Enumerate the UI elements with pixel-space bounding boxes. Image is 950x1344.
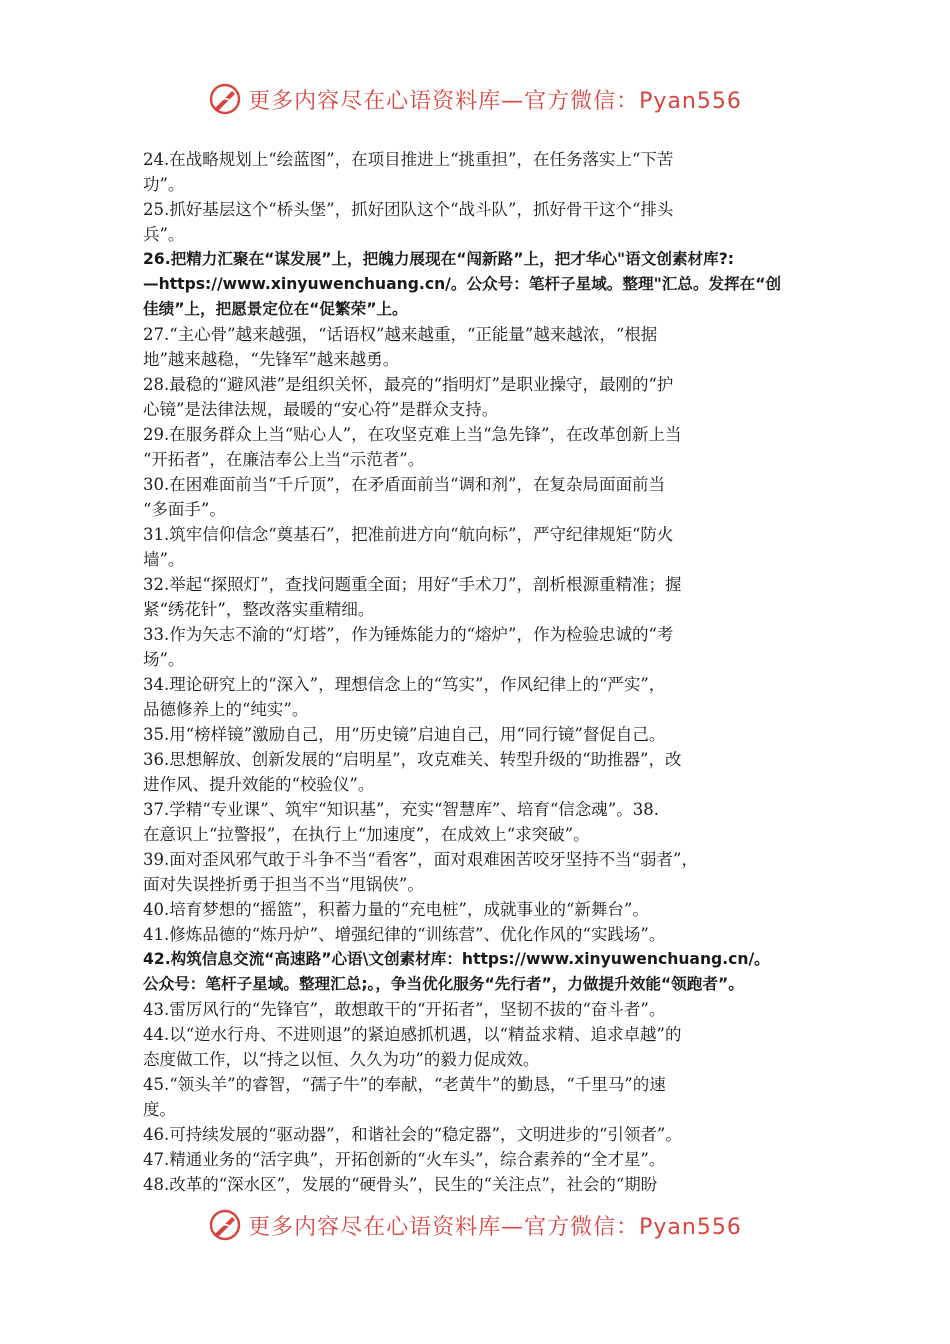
text-line: 32.举起“探照灯”，查找问题重全面；用好“手术刀”，剖析根源重精准；握 — [143, 575, 682, 594]
text-line: 25.抓好基层这个“桥头堡”，抓好团队这个“战斗队”，抓好骨干这个“排头 — [143, 200, 674, 219]
text-line: 24.在战略规划上“绘蓝图”，在项目推进上“挑重担”，在任务落实上“下苦 — [143, 150, 674, 169]
pen-logo-icon — [208, 82, 242, 116]
text-line: 公众号：笔杆子星域。整理汇总;。，争当优化服务“先行者”，力做提升效能“领跑者”。 — [143, 975, 744, 993]
text-line: “开拓者”，在廉洁奉公上当“示范者”。 — [143, 450, 425, 469]
text-line: 42.构筑信息交流“高速路”心语\文创素材库：https://www.xinyuwenchuang.cn/。 — [143, 950, 770, 968]
text-line: 35.用“榜样镜”激励自己，用“历史镜”启迪自己，用“同行镜”督促自己。 — [143, 725, 666, 744]
text-line: 功”。 — [143, 175, 185, 194]
text-line: 44.以“逆水行舟、不进则退”的紧迫感抓机遇，以“精益求精、追求卓越”的 — [143, 1025, 682, 1044]
text-line: 27.“主心骨”越来越强，“话语权”越来越重，“正能量”越来越浓，“根据 — [143, 325, 658, 344]
text-line: 48.改革的“深水区”，发展的“硬骨头”，民生的“关注点”，社会的“期盼 — [143, 1175, 658, 1194]
text-line: 度。 — [143, 1100, 176, 1119]
pen-logo-icon — [208, 1208, 242, 1242]
text-line: 34.理论研究上的“深入”，理想信念上的“笃实”，作风纪律上的“严实”， — [143, 675, 666, 694]
text-line: 45.“领头羊”的睿智，“孺子牛”的奉献，“老黄牛”的勤恳，“千里马”的速 — [143, 1075, 666, 1094]
text-line: 态度做工作，以“持之以恒、久久为功”的毅力促成效。 — [143, 1050, 540, 1069]
text-line: 面对失误挫折勇于担当不当“甩锅侠”。 — [143, 875, 424, 894]
text-line: 43.雷厉风行的“先锋官”，敢想敢干的“开拓者”，坚韧不拔的“奋斗者”。 — [143, 1000, 666, 1019]
text-line: 地”越来越稳，“先锋军”越来越勇。 — [143, 350, 400, 369]
text-line: 紧“绣花针”，整改落实重精细。 — [143, 600, 375, 619]
text-line: 37.学精“专业课”、筑牢“知识基”，充实“智慧库”、培育“信念魂”。38. — [143, 800, 659, 819]
text-line: —https://www.xinyuwenchuang.cn/。公众号：笔杆子星域。整理"汇总。发挥在“创 — [143, 275, 782, 293]
text-line: 46.可持续发展的“驱动器”，和谐社会的“稳定器”，文明进步的“引领者”。 — [143, 1125, 682, 1144]
text-line: 47.精通业务的“活字典”，开拓创新的“火车头”，综合素养的“全才星”。 — [143, 1150, 666, 1169]
text-line: 31.筑牢信仰信念“奠基石”，把准前进方向“航向标”，严守纪律规矩“防火 — [143, 525, 674, 544]
text-line: 40.培育梦想的“摇篮”，积蓄力量的“充电桩”，成就事业的“新舞台”。 — [143, 900, 649, 919]
text-line: 29.在服务群众上当“贴心人”，在攻坚克难上当“急先锋”，在改革创新上当 — [143, 425, 682, 444]
text-line: 场”。 — [143, 650, 185, 669]
text-line: 心镜”是法律法规，最暖的“安心符”是群众支持。 — [143, 400, 499, 419]
text-line: 墙”。 — [143, 550, 185, 569]
text-line: 28.最稳的“避风港”是组织关怀，最亮的“指明灯”是职业操守，最刚的“护 — [143, 375, 674, 394]
header-banner — [0, 82, 950, 116]
text-line: 品德修养上的“纯实”。 — [143, 700, 309, 719]
text-line: 26.把精力汇聚在“谋发展”上，把魄力展现在“闯新路”上，把才华心"语文创素材库?: — [143, 250, 735, 268]
text-line: 30.在困难面前当“千斤顶”，在矛盾面前当“调和剂”，在复杂局面面前当 — [143, 475, 665, 494]
text-line: 进作风、提升效能的“校验仪”。 — [143, 775, 375, 794]
document-body — [143, 147, 813, 1197]
text-line: 33.作为矢志不渝的“灯塔”，作为锤炼能力的“熔炉”，作为检验忠诚的“考 — [143, 625, 674, 644]
text-line: 佳绩”上，把愿景定位在“促繁荣”上。 — [143, 300, 408, 318]
footer-banner-text: 更多内容尽在心语资料库—官方微信：Pyan556 — [248, 1214, 742, 1240]
text-line: 41.修炼品德的“炼丹炉”、增强纪律的“训练营”、优化作风的“实践场”。 — [143, 925, 666, 944]
text-line: 36.思想解放、创新发展的“启明星”，攻克难关、转型升级的“助推器”，改 — [143, 750, 682, 769]
footer-banner — [0, 1208, 950, 1242]
header-banner-text: 更多内容尽在心语资料库—官方微信：Pyan556 — [248, 88, 742, 114]
text-line: 39.面对歪风邪气敢于斗争不当“看客”，面对艰难困苦咬牙坚持不当“弱者”， — [143, 850, 698, 869]
text-line: “多面手”。 — [143, 500, 226, 519]
text-line: 兵”。 — [143, 225, 185, 244]
text-line: 在意识上“拉警报”，在执行上“加速度”，在成效上“求突破”。 — [143, 825, 590, 844]
